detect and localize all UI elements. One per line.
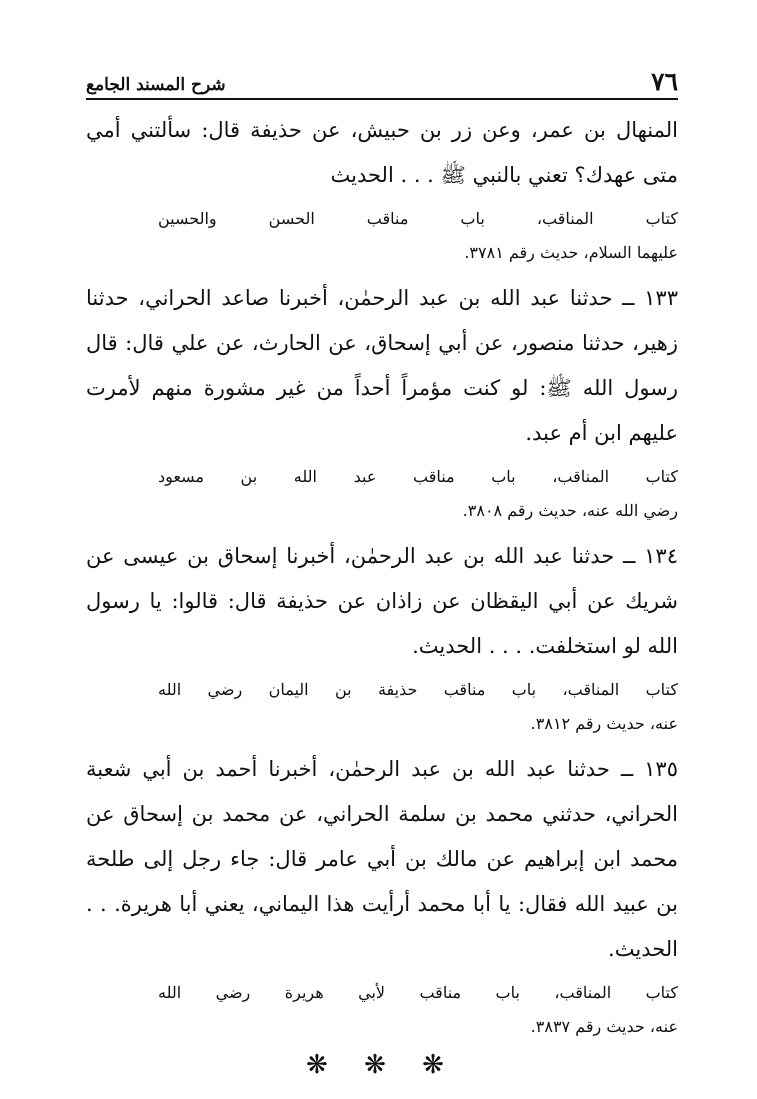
- hadith-135: ١٣٥ ــ حدثنا عبد الله بن عبد الرحمٰن، أخبرنا أحمد بن أبي شعبة الحراني، حدثني محمد بن سلمة الحراني، عن محمد بن إسحاق عن محمد ابن إبراهيم عن مالك بن أبي عامر قال: جاء رجل إلى طلحة بن عبيد الله فقال: يا أبا محمد أرأيت هذا اليماني، يعني أبا هريرة. . . الحديث.: [86, 757, 678, 961]
- hadith-134: ١٣٤ ــ حدثنا عبد الله بن عبد الرحمٰن، أخبرنا إسحاق بن عيسى عن شريك عن أبي اليقظان عن زاذان عن حذيفة قال: قالوا: يا رسول الله لو استخلفت. . . . الحديث.: [86, 544, 678, 658]
- hadith-text-continuation: المنهال بن عمر، وعن زر بن حبيش، عن حذيفة قال: سألتني أمي متى عهدك؟ تعني بالنبي ﷺ . . . الحديث: [86, 118, 678, 187]
- page-number: ٧٦: [651, 67, 678, 96]
- source-note-line: رضي الله عنه، حديث رقم ٣٨٠٨.: [462, 501, 678, 520]
- running-title: شرح المسند الجامع: [86, 75, 226, 95]
- source-note-line: عنه، حديث رقم ٣٨١٢.: [530, 714, 678, 733]
- source-note-line: كتاب المناقب، باب مناقب الحسن والحسين: [158, 209, 678, 228]
- source-note: [86, 460, 678, 528]
- source-note-line: كتاب المناقب، باب مناقب لأبي هريرة رضي الله: [158, 983, 678, 1002]
- source-note-line: عنه، حديث رقم ٣٨٣٧.: [530, 1017, 678, 1036]
- source-note-line: عليهما السلام، حديث رقم ٣٧٨١.: [464, 243, 678, 262]
- page-body: [86, 108, 678, 1080]
- source-note: [86, 202, 678, 270]
- section-separator-asterisks: ❋ ❋ ❋: [306, 1050, 458, 1080]
- source-note-line: كتاب المناقب، باب مناقب عبد الله بن مسعود: [158, 467, 678, 486]
- book-page: [86, 66, 678, 1080]
- source-note-line: كتاب المناقب، باب مناقب حذيفة بن اليمان رضي الله: [158, 680, 678, 699]
- source-note: [86, 976, 678, 1044]
- hadith-133: ١٣٣ ــ حدثنا عبد الله بن عبد الرحمٰن، أخبرنا صاعد الحراني، حدثنا زهير، حدثنا منصور، عن أبي إسحاق، عن الحارث، عن علي قال: قال رسول الله ﷺ: لو كنت مؤمراً أحداً من غير مشورة منهم لأمرت عليهم ابن أم عبد.: [86, 286, 678, 445]
- source-note: [86, 673, 678, 741]
- page-header: [86, 66, 678, 100]
